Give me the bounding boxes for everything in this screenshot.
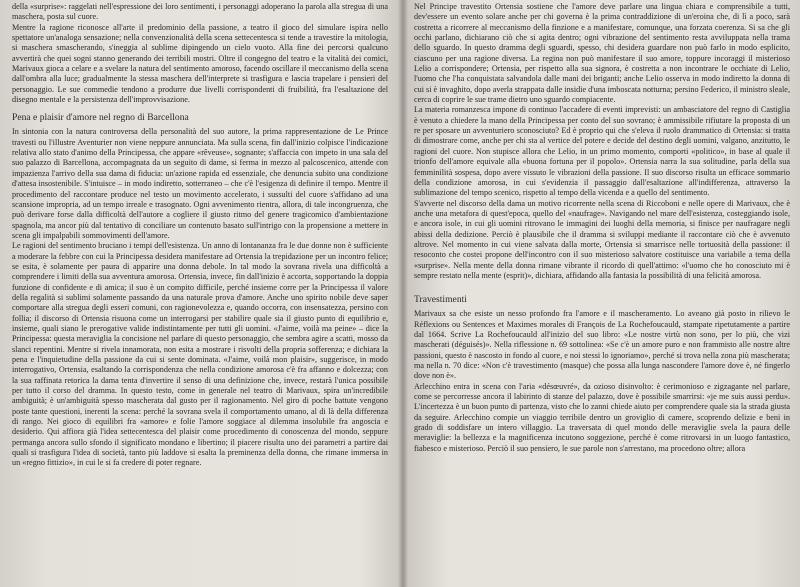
- paragraph: della «surprise»: raggelati nell'espressione dei loro sentimenti, i personaggi adoperano la parola alla stregua di una maschera, posta sul cuore.: [12, 2, 388, 22]
- book-gutter: [398, 0, 408, 587]
- paragraph: Arlecchino entra in scena con l'aria «désœuvré», da ozioso disinvolto: è cerimonioso e zigzagante nel parlare, come se percorresse ancora il labirinto di stanze del palazzo, dove è possibile smarrirsi: «je me suis aussi perdu». L'incertezza è un buon punto di partenza, visto che lo zanni chiede aiuto per comprendere quale sia la strada giusta da seguire. Arlecchino compie un viaggio terribile dentro un groviglio di camere, scoprendo delizie e beni in grado di soddisfare un intero villaggio. La traversata di quel mondo delle meraviglie svela la paura delle meraviglie: la bellezza e la magnificenza incutono soggezione, perché è come ritrovarsi in un luogo fantastico, fiabesco e misterioso. Perciò il suo pensiero, le sue parole non s'arrestano, ma procedono oltre; allora: [414, 381, 790, 453]
- paragraph: Le ragioni del sentimento bruciano i tempi dell'esistenza. Un anno di lontananza fra le due donne non è sufficiente a moderare la febbre con cui la Principessa desidera manifestare ad Ortensia la trepidazione per un incontro felice; se esita, è solamente per paura di apparire una donna debole. In tal modo la sovrana rivela una difficoltà a comprendere i limiti della sua avventura amorosa. Ortensia, invece, fin dall'inizio è accorta, sopportando la doppia funzione di confidente e di amica; il suo è un compito difficile, perché insieme corre per la Principessa il valore della regalità si sublimi solamente passando da una naturale prova d'amore. Anche uno spirito nobile deve saper comportare alla stregua degli esseri comuni, con ragionevolezza e, quando occorra, con insensatezza, persino con follia; il discorso di Ortensia risuona come un interrogarsi per stabilire quale sia il giusto punto di equilibrio e, insieme, quali siano le prerogative valide indistintamente per tutti gli uomini. «J'aime, voilà ma peine» – dice la Principessa: questa meraviglia la concisione nel parlare di questo personaggio, che sembra agire a scatti, mosso da slanci repentini. Mentre si rivela innamorata, non esita a mostrare i risvolti della propria sofferenza; e dichiara la pena e l'inquietudine della passione da cui si sente dominata. «J'aime, voilà mon plaisir», suggerisce, in modo interrogativo, Ortensia, esaltando la corrispondenza che nella condizione amorosa c'è fra affanno e dolcezza; con la sua raffinata retorica la dama tenta d'invertire il senso di una definizione che, invece, restarà l'unica possibile per tutto il corso del dramma. In questo testo, come in generale nel teatro di Marivaux, spira un'incredibile ambiguità; è un'ambiguità spesso mascherata dal gusto per il ragionamento. Nel giro di poche battute vengono poste tante questioni, inerenti la scena: perché la sovrana svela il comportamento umano, al di là della differenza di rango. Nei gioco di equilibri fra «amore» e folie l'amore soggiace al dilemma insolubile fra angoscia e desiderio. Qui affiora già l'idea settecentesca del plaisir come procedimento di conoscenza del mondo, seppure permanga ancora sullo sfondo il significato mondano e libertino; il piacere risulta uno dei parametri a partire dai quali si trasfigura l'idea di società, tanto più laddove si esalta la preminenza della donna, che rimane immersa in un «regno fittizio», in cui le si fa credere di poter regnare.: [12, 241, 388, 468]
- paragraph: Nel Principe travestito Ortensia sostiene che l'amore deve parlare una lingua chiara e comprensibile a tutti, dev'essere un evento solare anche per chi governa è la prima contraddizione di un'eroina che, di lì a poco, sarà costretta a ricorrere al meccanismo della finzione e a manifestare, comunque, una forzata coerenza. Si sa che gli occhi parlano, dichiarano ciò che si agita dentro; ogni vibrazione del sentimento resta avviluppata nella trama dello sguardo. In questo dramma degli sguardi, spesso, chi desidera guardare non può farlo in modo esplicito, ciascuno per una ragione diversa. La regina non può manifestare il suo amore, toppure incoraggi il misterioso Lelio a corrispondere; Ortensia, per rispetto alla sua signora, è costretta a non incontrare le occhiate di Lelio, l'uomo che l'ha conquistata salvandola dalle mani dei briganti; anche Lelio osserva in modo indiretto la donna di cui si è invaghito, dopo averla strappata dalle insidie d'una imboscata notturna; persino Federico, il ministro sleale, cerca di coprire le sue trame dietro uno sguardo compiacente.: [414, 2, 790, 105]
- paragraph: Mentre la ragione riconosce all'arte il predominio della passione, a teatro il gioco del simulare ispira nello spettatore un'analoga sensazione; nella convenzionalità della scena settecentesca si tende a travestire la mitologia, si maschera smascherando, s'ineggia al sublime dipingendo un cielo vuoto. Alla fine dei percorsi qualcuno avvertirà che quei sogni stanno generando dei terribili mostri. Oltre il congegno del teatro e la vitalità dei comici, Marivaux gioca a celare e a svelare la natura del sentimento amoroso, facendo oscillare il meccanismo della scena dall'ombra alla luce; gradualmente la stessa maschera dell'interprete si trasfigura e lascia trapelare i pensieri del personaggio. Le sue commedie tendono a produrre due livelli corrispondenti di fruibilità, fra l'esaltazione del disegno mentale e la persistenza dell'improvvisazione.: [12, 22, 388, 105]
- section-heading: Travestimenti: [414, 294, 467, 306]
- paragraph: S'avverte nel discorso della dama un motivo ricorrente nella scena di Riccoboni e nelle opere di Marivaux, che è anche una metafora di quest'epoca, quello del «naufrage». Navigando nel mare dell'esistenza, costeggiando isole, e ancora isole, in cui gli uomini ritrovano le immagini dei luoghi della memoria, si finisce per naufragare negli abissi della dedizione. Perciò è plausibile che il dramma si sviluppi mediante il raccontare ciò che è avvenuto altrove. Nel momento in cui viene salvata dalla morte, Ortensia si smarrisce nelle tortuosità della passione: il resoconto che costei propone dell'incontro con il suo misterioso salvatore costituisce una variabile a tema della «surprise». Nella mente della donna rimane vibrante il ricordo di quell'attimo: «l'uomo che ho conosciuto mi è sempre restato nella mente (esprit)», dichiara, affidando alla fantasia la possibilità di una felicità amorosa.: [414, 198, 790, 280]
- paragraph: In sintonia con la natura controversa della personalità del suo autore, la prima rappresentazione de Le Prince travesti ou l'illustre Aventurier non viene neppure annunciata. Ma sulla scena, fin dall'inizio colpisce l'indicazione relativa allo stato d'animo della Principessa, che appare «rêveuse», sognante; s'affaccia con impeto in una sala del suo palazzo di Barcellona, accompagnata da un seguito di dame, si ferma in mezzo al palcoscenico, attende con impazienza l'arrivo della sua dama di fiducia: un'azione rapida ed essenziale, che denuncia subito una condizione d'attesa insostenibile. S'intuisce – in modo indiretto, sotterraneo – che c'è l'esigenza di definire il tempo. Mentre il procedimento del raccontare produce nel testo un movimento accelerato, i sussulti del cuore s'affidano ad una scansione impropria, ad un tempo irreale e trasognato. Ogni avvenimento rientra, allora, di tale incongruenza, che può derivare forse dalla difficoltà dell'autore a cogliere il giusto ritmo del genere tragicomico d'ambientazione spagnola, ma ancor più dal tentativo di conciliare un contenuto basato sull'intrigo con la propensione a mettere in scena gli impalpabili sommovimenti dell'amore.: [12, 127, 388, 240]
- section-heading: Pena e plaisir d'amore nel regno di Barcellona: [12, 112, 189, 124]
- right-page: [414, 2, 790, 582]
- left-page: [12, 2, 388, 582]
- paragraph: Marivaux sa che esiste un nesso profondo fra l'amore e il mascheramento. Lo aveano già posto in rilievo le Réflexions ou Sentences et Maximes morales di François de La Rochefoucauld, stampate ripetutamente a partire dal 1664. Scrive La Rochefoucauld all'inizio del suo libro: «Le nostre virtù non sono, per lo più, che vizi mascherati (déguisés)». Nella riflessione n. 69 sottolinea: «Se c'è un amore puro e non frammisto alle nostre altre passioni, questo è nascosto in fondo al cuore, e noi stessi lo ignoriamo», perché si trova nella zona più mascherata; ma nella n. 70 dice: «Non c'è travestimento (masque) che possa alla lunga nascondere l'amore dove è, né fingerlo dove non è».: [414, 309, 790, 381]
- paragraph: La materia romanzesca impone di continuo l'accadere di eventi imprevisti: un ambasciatore del regno di Castiglia è venuto a chiedere la mano della Principessa per conto del suo sovrano; è ammissibile rifiutare la proposta di un re per sposare un avventuriero sconosciuto? Ed è proprio qui che s'eleva il ruolo drammatico di Ortensia: si tratta di dimostrare come, anche per chi sta al vertice del potere e decide del destino degli uomini, valgano, anzitutto, le ragioni del cuore. Non stupisce allora che Lelio, in un primo momento, comporti «politico», in base al quale il trionfo dell'amore equivale alla «buona fortuna per il popolo». Ortensia narra la sua solitudine, parla della sua femminilità sospesa, dopo avere vissuto le vibrazioni della passione. Il suo discorso risulta un efficace sommario della condizione amorosa, in cui s'evidenzia il passaggio dall'esaltazione all'indifferenza, attraverso la sublimazione del tempo scenico, rispetto al tempo della vicenda e a quello del sentimento.: [414, 105, 790, 198]
